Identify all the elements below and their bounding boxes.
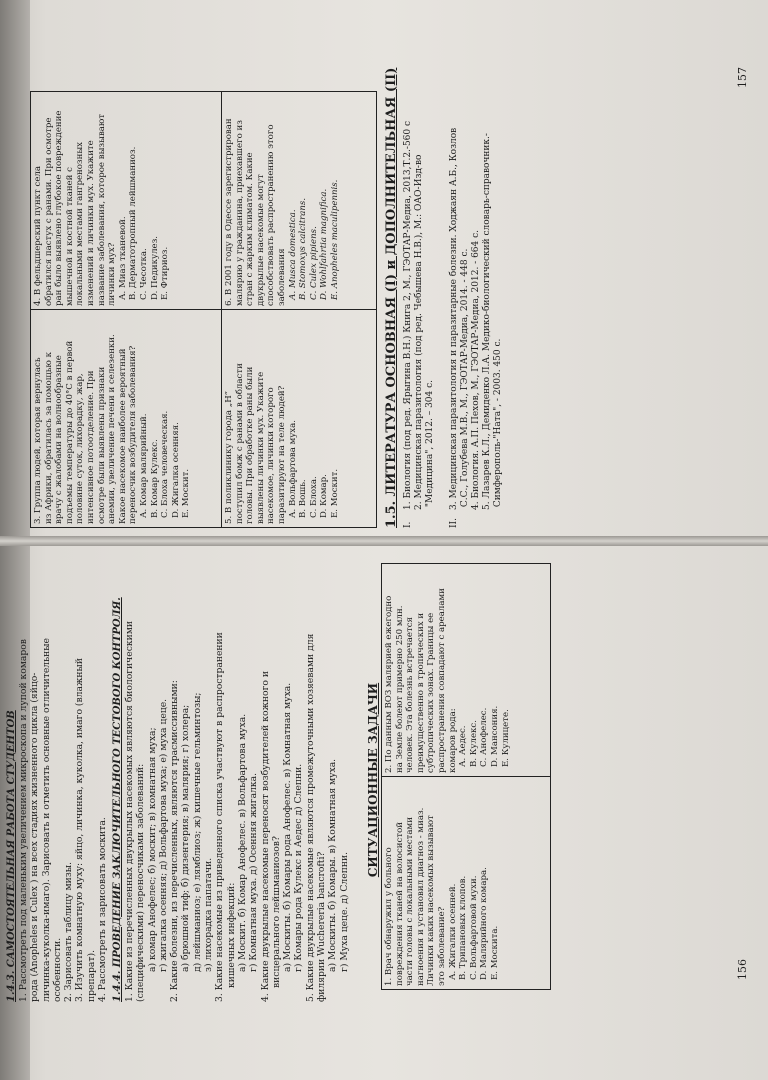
task-line: насекомое, личинки которого xyxy=(266,387,277,524)
task-option: D. Комар. xyxy=(319,474,330,518)
task-line: ран было выявлено глубокое повреждение xyxy=(54,110,65,306)
task-option: А. Миаз тканевой. xyxy=(117,216,128,300)
heading-1-4-3: 1.4.3. САМОСТОЯТЕЛЬНАЯ РАБОТА СТУДЕНТОВ xyxy=(6,710,17,1002)
task-option: D. Wohlfahrtia magnifica. xyxy=(319,188,330,300)
task-line: нагноения и установил диагноз - миаз. xyxy=(415,807,426,986)
task-option: Е. Anopheles maculipennis. xyxy=(329,179,340,300)
situational-title: СИТУАЦИОННЫЕ ЗАДАЧИ xyxy=(366,682,380,878)
answer-line: з) лихорадка папатачи. xyxy=(203,857,215,972)
literature-item: 4. Биология. А.П. Пехов, М., ГЭОТАР-Медиа, 2012. - 664 с. xyxy=(471,229,482,510)
question-line: висцерального лейшманиозов? xyxy=(270,836,282,988)
text-line: 3. Изучить комнатную муху: яйцо, личинка, куколка, имаго (влажный xyxy=(74,658,86,1002)
task-option: А. Жигалки осенней. xyxy=(447,883,458,980)
task-option: В. Вошь. xyxy=(298,479,309,518)
text-line: рода (Anopheles и Culex ) на всех стадиях жизненного цикла (яйцо- xyxy=(29,672,41,1002)
question-line: 4. Какие двукрылые насекомые переносят возбудителей кожного и xyxy=(259,671,271,1002)
literature-section xyxy=(378,48,505,528)
question-line: кишечных инфекций: xyxy=(225,882,237,988)
text-line: особенности. xyxy=(51,937,63,1002)
task-line: головы. При обработке раны были xyxy=(245,366,256,524)
task-option: С. Блоха. xyxy=(308,476,319,518)
task-3-cell xyxy=(31,310,222,528)
text-line: 2. Зарисовать таблицу мизы. xyxy=(63,861,75,1002)
task-5-cell xyxy=(222,310,377,528)
answer-line: г) Муха цеце. д) Слепни. xyxy=(338,852,350,972)
answer-line: а) брюшной тиф; б) дизентерия; в) малярия; г) холера; xyxy=(180,704,192,972)
situational-table xyxy=(381,563,551,990)
task-line: анемии, увеличение печени и селезенки. xyxy=(107,334,118,524)
task-line: переносчик возбудителя заболевания? xyxy=(128,345,139,524)
task-4-cell xyxy=(31,92,222,310)
section-1-4-3 xyxy=(6,562,108,1002)
literature-item: 3. Медицинская паразитология и паразитарные болезни. Ходжаян А.Б., Козлов xyxy=(448,127,459,510)
task-option: С. Анофелес. xyxy=(479,707,490,767)
task-line: способствовать распространению этого xyxy=(266,124,277,306)
task-line: обратился пастух с ранами. При осмотре xyxy=(43,117,54,306)
situational-tasks xyxy=(364,570,551,990)
task-line: малярию у гражданина, приехавшего из xyxy=(234,120,245,306)
task-option: Е. Москит. xyxy=(329,468,340,518)
text-line: препарат). xyxy=(85,950,97,1002)
task-line: заболевания xyxy=(276,248,287,306)
task-option: С. Culex pipiens. xyxy=(308,226,319,300)
task-option: В. Комар Кулекс. xyxy=(149,439,160,518)
task-line: подъемы температуры до 40°С в первой xyxy=(64,340,75,524)
task-line: 1. Врач обнаружил у больного xyxy=(384,847,394,986)
task-line: 3. Группа людей, которая вернулась xyxy=(33,357,43,524)
task-line: половине суток, лихорадку, жар, xyxy=(75,373,86,524)
task-option: В. Дерматотропный лейшманиоз. xyxy=(128,146,139,300)
task-line: интенсивное потоотделение. При xyxy=(85,370,96,524)
task-option: D. Малярийного комара. xyxy=(479,867,490,980)
page-number: 157 xyxy=(736,67,749,88)
page-156 xyxy=(0,550,768,1050)
answer-line: а) Москиты. б) Комары рода Анофелес. в) Комнатная муха. xyxy=(282,682,294,972)
task-line: это заболевание? xyxy=(436,906,447,986)
question-line: 5. Какие двукрылые насекомые являются промежуточными хозяевами для xyxy=(304,633,316,1002)
task-line: поступил бомж с ранами в области xyxy=(234,363,245,524)
answer-line: а) комар Анофелес; б) москит; в) комнатная муха; xyxy=(146,727,158,972)
answer-line: г) Комары рода Кулекс и Аедес д) Слепни. xyxy=(293,763,305,972)
task-line: личинки мух? xyxy=(107,242,118,306)
task-line: мышечной и костной тканей с xyxy=(64,167,75,306)
literature-item: Симферополь-"Ната", - 2003. 450 с. xyxy=(493,338,504,510)
task-option: В. Кулекс. xyxy=(468,720,479,767)
task-line: Какое насекомое наиболее вероятный xyxy=(117,348,128,524)
literature-item: 5. Лазарев К.Л., Демиденко Л.А. Медико-биологический словарь-справочник.- xyxy=(482,133,493,510)
task-6-cell xyxy=(222,92,377,310)
question-line: 1. Какие из перечисленных двукрылых насекомых являются биологическими xyxy=(124,621,135,1002)
task-line: распространения совпадают с ареалами xyxy=(436,588,447,773)
task-option: С. Блоха человеческая. xyxy=(160,410,171,518)
question-line: филярии Wuchereria bancrofti? xyxy=(316,851,328,1002)
answer-line: а) Москит. б) Комар Анофелес. в) Вольфартова муха. xyxy=(236,713,248,972)
task-line: 6. В 2001 году в Одессе зарегистрирован xyxy=(224,118,234,306)
literature-group-label: I. xyxy=(403,521,413,528)
task-option: А. Musca domestica. xyxy=(287,209,298,300)
task-line: субтропических зонах. Границы ее xyxy=(426,612,437,773)
literature-item: 2. Медицинская паразитология (под ред. Чебышева Н.В.), М.: ОАО-Изд-во xyxy=(414,154,425,510)
question-line: (специфическими) переносчиками заболеваний: xyxy=(135,763,147,1002)
task-line: 2. По данным ВОЗ малярией ежегодно xyxy=(384,595,394,773)
page-157 xyxy=(0,28,768,528)
task-option: А. Аедес. xyxy=(458,725,469,767)
question-line: 2. Какие болезни, из перечисленных, являются трасмиссивными: xyxy=(169,680,181,1002)
text-line: личинка-куколка-имаго). Зарисовать и отметить основные отличительные xyxy=(40,638,52,1002)
task-line: осмотре были выявлены признаки xyxy=(96,366,107,524)
task-line: 5. В поликлинику города „Н” xyxy=(224,390,234,524)
task-line: из Африки, обратилась за помощью к xyxy=(43,352,54,524)
text-line: 4. Рассмотреть и зарисовать москита. xyxy=(97,817,109,1002)
task-2-cell xyxy=(382,564,551,777)
answer-line: г) Комнатная муха. д) Осенняя жигалка. xyxy=(248,772,260,972)
task-line: человек. Эта болезнь встречается xyxy=(405,617,416,773)
task-option: С. Вольфартовой мухи. xyxy=(468,875,479,980)
task-option: А. Комар малярийный. xyxy=(138,413,149,518)
task-option: А. Вольфартова муха. xyxy=(287,419,298,518)
task-option: D. Педикулез. xyxy=(149,235,160,300)
question-line: 3. Какие насекомые из приведенного списка участвуют в распространении xyxy=(214,632,226,1002)
task-option: Е. Фтириоз. xyxy=(160,246,171,300)
task-line: комаров рода: xyxy=(447,708,458,773)
task-line: 4. В фельдшерский пункт села xyxy=(33,165,43,306)
answer-line: а) Москиты. б) Комары. в) Комнатная муха. xyxy=(327,758,339,972)
task-option: В. Трипановых клопов. xyxy=(458,875,469,980)
text-line: 1. Рассмотреть под маленьким увеличением микроскопа и лупой комаров xyxy=(18,639,29,1002)
task-line: паразитируют на теле людей? xyxy=(276,385,287,524)
task-line: части головы с локальными местами xyxy=(405,817,416,986)
literature-heading: 1.5. ЛИТЕРАТУРА ОСНОВНАЯ (I) и ДОПОЛНИТЕЛЬНАЯ (II) xyxy=(384,67,399,528)
heading-1-4-4: 1.4.4. ПРОВЕДЕНИЕ ЗАКЛЮЧИТЕЛЬНОГО ТЕСТОВОГО КОНТРОЛЯ. xyxy=(112,597,123,1002)
answer-line: г) жигалка осенняя; д) Вольфартова муха; е) муха цеце. xyxy=(157,698,169,972)
page-number: 156 xyxy=(736,959,749,980)
task-line: преимущественно в тропических и xyxy=(415,612,426,773)
tasks-table-wrap xyxy=(30,98,377,528)
task-line: название заболевания, которое вызывают xyxy=(96,113,107,306)
task-option: С. Чесотка. xyxy=(138,248,149,300)
task-option: Е. Кулицете. xyxy=(500,709,511,767)
task-line: локальными местами гангренозных xyxy=(75,141,86,306)
task-line: выявлены личинки мух. Укажите xyxy=(255,371,266,524)
task-option: В. Stomoxys calcitrans. xyxy=(298,197,309,300)
task-line: двукрылые насекомые могут xyxy=(255,174,266,306)
literature-item: С.С., Голубева М.В., М., ГЭОТАР-Медиа, 2014. - 448 с. xyxy=(459,248,470,510)
literature-item: "Медицина", 2012. – 304 с. xyxy=(425,379,436,510)
task-option: D. Мансония. xyxy=(489,705,500,767)
task-option: Е. Москита. xyxy=(489,925,500,980)
literature-item: 1. Биология (под ред. Ярыгина В.Н.) Книга 2, М., ГЭОТАР-Медиа, 2013,Т.2.-560 с xyxy=(403,120,413,510)
section-1-4-4 xyxy=(112,562,350,1002)
task-line: на Земле болеют примерно 250 млн. xyxy=(394,605,405,773)
task-line: повреждения тканей на волосистой xyxy=(394,822,405,986)
task-option: Е. Москит. xyxy=(181,468,192,518)
answer-line: д) лейшманиоз; е) лямблиоз; ж) кишечные гельминтозы; xyxy=(191,692,203,972)
task-option: D. Жигалка осенняя. xyxy=(170,422,181,518)
task-line: изменений и личинки мух. Укажите xyxy=(85,140,96,306)
tasks-table xyxy=(30,91,377,528)
literature-group-label: II. xyxy=(448,518,459,528)
task-line: врачу с жалобами на волнообразные xyxy=(54,355,65,524)
task-line: стран с жарким климатом. Какие xyxy=(245,152,256,306)
task-1-cell xyxy=(382,777,551,990)
task-line: Личинки каких насекомых вызывают xyxy=(426,815,437,986)
